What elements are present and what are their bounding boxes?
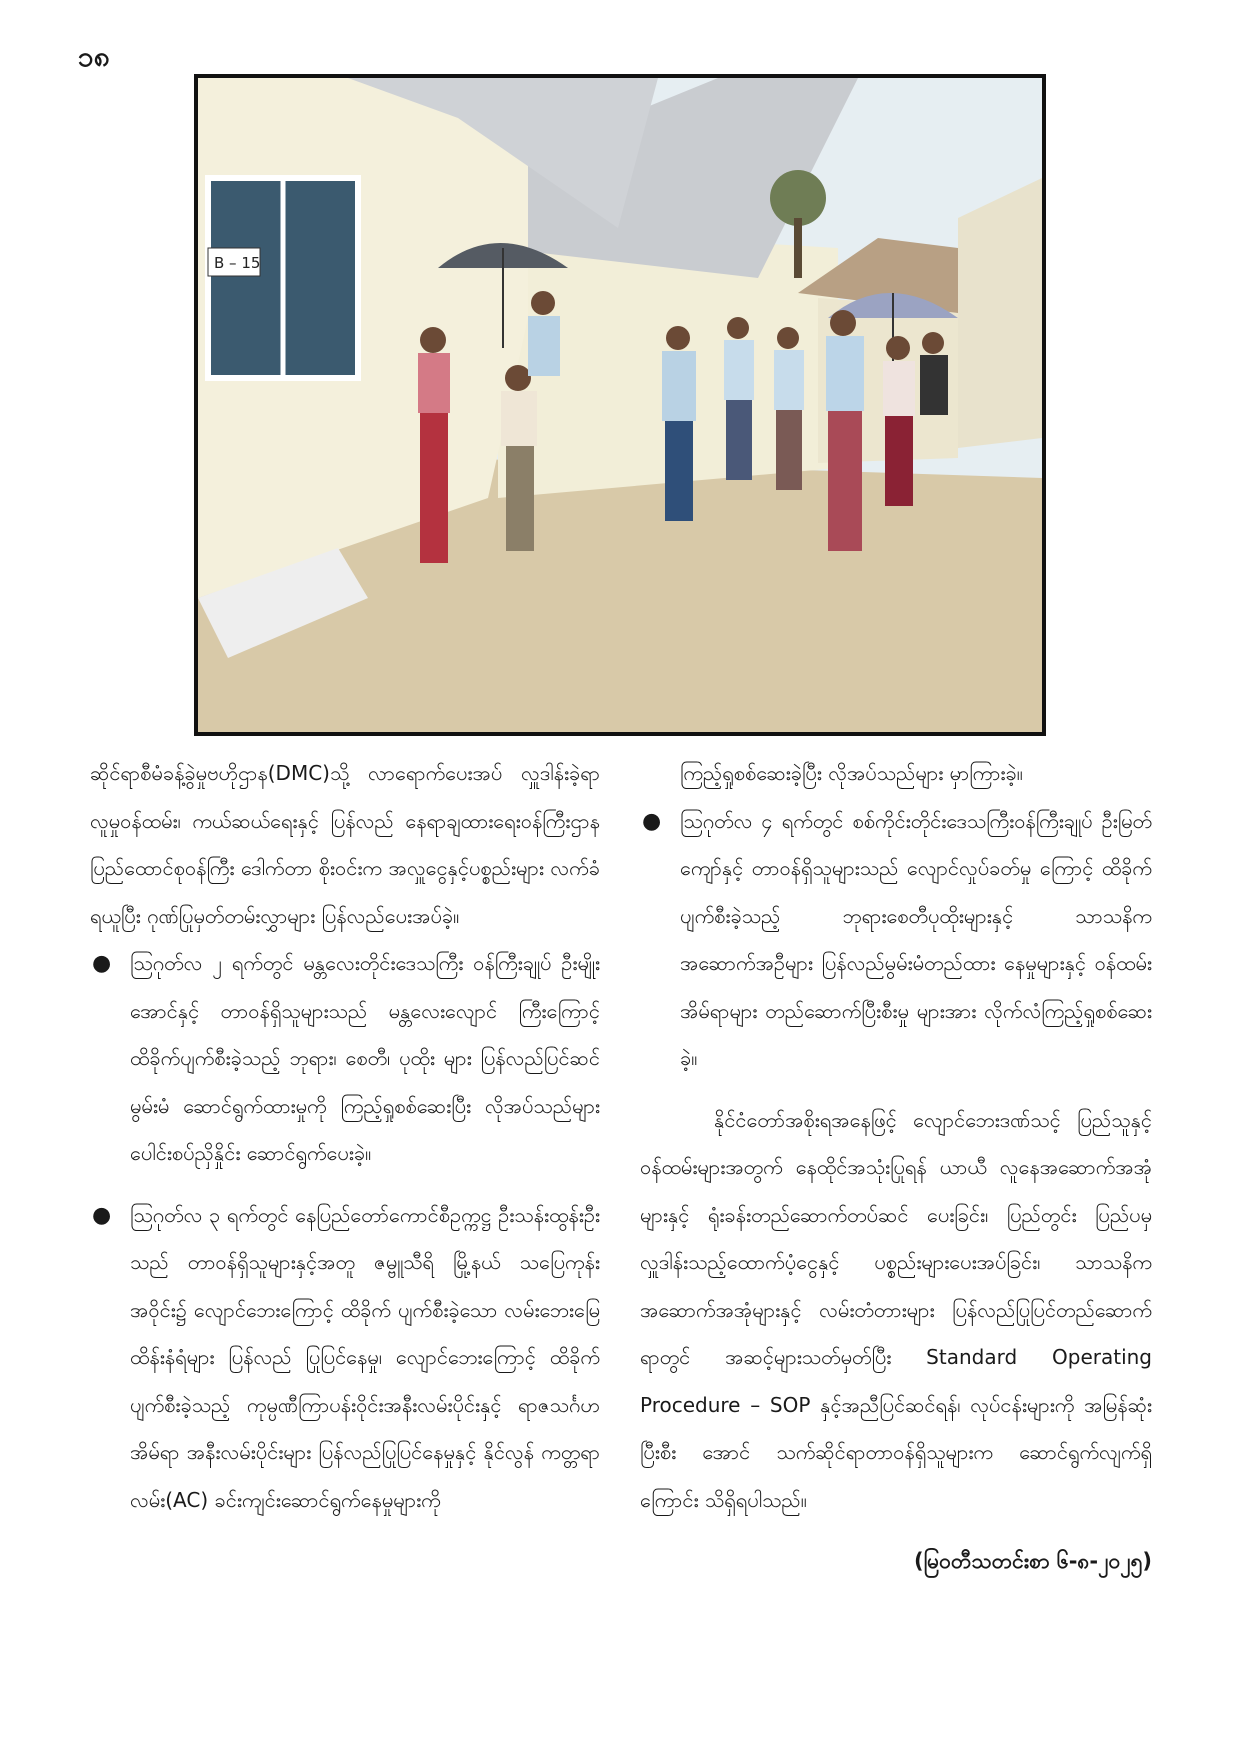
bullet-item-aug3 [90,1192,600,1525]
bullet-item-aug4 [640,798,1152,1083]
bullet-icon: ● [642,808,662,834]
bullet-icon: ● [92,1202,112,1228]
photo-house-sign-text: B – 15 [214,254,261,272]
photo-house-right [958,178,1042,448]
left-column [90,750,600,1538]
photo-illustration [198,78,1042,732]
news-photo [194,74,1046,736]
page-number: ၁၈ [78,40,110,73]
conclusion-paragraph: နိုင်ငံတော်အစိုးရအနေဖြင့် လျောင်ဘေးဒဏ်သင့် ပြည်သူနှင့်ဝန်ထမ်းများအတွက် နေထိုင်အသုံးပြုရန် ယာယီ လူနေအဆောက်အအုံများနှင့် ရုံးခန်းတည်ဆောက်တပ်ဆင် ပေးခြင်း၊ ပြည်တွင်း ပြည်ပမှ လှူဒါန်းသည့်ထောက်ပံ့ငွေနှင့် ပစ္စည်းများပေးအပ်ခြင်း၊ သာသနိကအဆောက်အအုံများနှင့် လမ်းတံတားများ ပြန်လည်ပြုပြင်တည်ဆောက်ရာတွင် အဆင့်များသတ်မှတ်ပြီး Standard Operating Procedure – SOP နှင့်အညီပြင်ဆင်ရန်၊ လုပ်ငန်းများကို အမြန်ဆုံးပြီးစီး အောင် သက်ဆိုင်ရာတာဝန်ရှိသူများက ဆောင်ရွက်လျက်ရှိ ကြောင်း သိရှိရပါသည်။ [640,1107,1152,1512]
continuation-paragraph: ကြည့်ရှုစစ်ဆေးခဲ့ပြီး လိုအပ်သည်များ မှာကြားခဲ့။ [680,761,1023,785]
photo-tree [770,170,826,226]
source-citation: (မြဝတီသတင်းစာ ၆-၈-၂၀၂၅) [914,1549,1152,1573]
bullet-text: သြဂုတ်လ ၃ ရက်တွင် နေပြည်တော်ကောင်စီဥက္ကဋ္ဌ ဦးသန်းထွန်းဦးသည် တာဝန်ရှိသူများနှင့်အတူ ဇမ္ဗူသီရိ မြို့နယ် သပြေကုန်းအဝိုင်း၌ လျောင်ဘေးကြောင့် ထိခိုက် ပျက်စီးခဲ့သော လမ်းဘေးမြေထိန်းနံရံများ ပြန်လည် ပြုပြင်နေမှု၊ လျောင်ဘေးကြောင့် ထိခိုက်ပျက်စီးခဲ့သည့် ကုမ္ပဏီကြာပန်းဝိုင်းအနီးလမ်းပိုင်းနှင့် ရာဇသင်္ဂဟအိမ်ရာ အနီးလမ်းပိုင်းများ ပြန်လည်ပြုပြင်နေမှုနှင့် နိုင်လွန် ကတ္တရာလမ်း(AC) ခင်းကျင်းဆောင်ရွက်နေမှုများကို [130,1202,600,1512]
bullet-icon: ● [92,951,112,976]
right-column [640,750,1152,1586]
intro-paragraph: ဆိုင်ရာစီမံခန့်ခွဲမှုဗဟိုဌာန(DMC)သို့ လာရောက်ပေးအပ် လှူဒါန်းခဲ့ရာ လူမှုဝန်ထမ်း၊ ကယ်ဆယ်ရေးနှင့် ပြန်လည် နေရာချထားရေးဝန်ကြီးဌာန ပြည်ထောင်စုဝန်ကြီး ဒေါက်တာ စိုးဝင်းက အလှူငွေနှင့်ပစ္စည်းများ လက်ခံ ရယူပြီး ဂုဏ်ပြုမှတ်တမ်းလွှာများ ပြန်လည်ပေးအပ်ခဲ့။ [90,761,600,928]
bullet-text: သြဂုတ်လ ၄ ရက်တွင် စစ်ကိုင်းတိုင်းဒေသကြီးဝန်ကြီးချုပ် ဦးမြတ်ကျော်နှင့် တာဝန်ရှိသူများသည် လျောင်လှုပ်ခတ်မှု ကြောင့် ထိခိုက်ပျက်စီးခဲ့သည့် ဘုရားစေတီပုထိုးများနှင့် သာသနိက အဆောက်အဦများ ပြန်လည်မွမ်းမံတည်ထား နေမှုများနှင့် ဝန်ထမ်းအိမ်ရာများ တည်ဆောက်ပြီးစီးမှု များအား လိုက်လံကြည့်ရှုစစ်ဆေးခဲ့။ [680,808,1152,1070]
bullet-item-aug2 [90,940,600,1178]
bullet-text: သြဂုတ်လ ၂ ရက်တွင် မန္တလေးတိုင်းဒေသကြီး ဝန်ကြီးချုပ် ဦးမျိုးအောင်နှင့် တာဝန်ရှိသူများသည် မန္တလေးလျောင် ကြီးကြောင့် ထိခိုက်ပျက်စီးခဲ့သည့် ဘုရား၊ စေတီ၊ ပုထိုး များ ပြန်လည်ပြင်ဆင်မွမ်းမံ ဆောင်ရွက်ထားမှုကို ကြည့်ရှုစစ်ဆေးပြီး လိုအပ်သည်များ ပေါင်းစပ်ညှိနှိုင်း ဆောင်ရွက်ပေးခဲ့။ [130,951,600,1165]
